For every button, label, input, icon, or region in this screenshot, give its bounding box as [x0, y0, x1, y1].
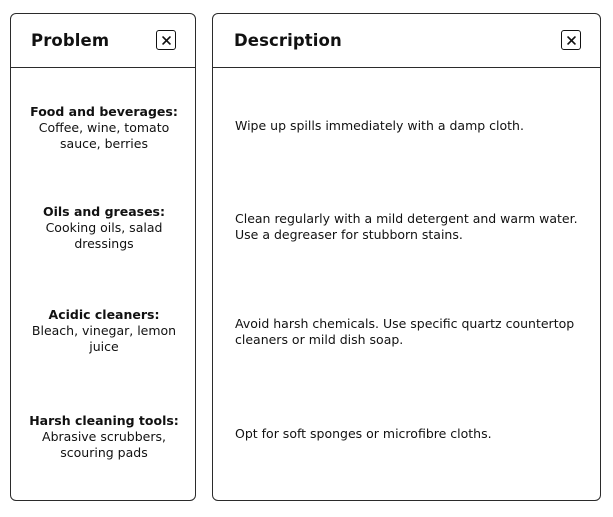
problem-item-food	[11, 104, 197, 152]
problem-item-tools	[11, 413, 197, 461]
problem-item-detail: Cooking oils, salad dressings	[45, 220, 163, 251]
problem-item-oils	[11, 204, 197, 252]
problem-item-detail: Coffee, wine, tomato sauce, berries	[38, 120, 170, 151]
problem-item-title: Harsh cleaning tools:	[29, 413, 179, 428]
problem-panel-title: Problem	[31, 31, 110, 50]
problem-item-title: Food and beverages:	[30, 104, 178, 119]
close-icon	[567, 36, 576, 45]
description-panel-close-button[interactable]	[561, 30, 581, 50]
description-panel	[212, 13, 601, 501]
description-panel-header	[213, 14, 600, 68]
close-icon	[162, 36, 171, 45]
problem-item-title: Oils and greases:	[42, 204, 165, 219]
description-item-oils: Clean regularly with a mild detergent and warm water. Use a degreaser for stubborn stains.	[235, 211, 578, 242]
description-item-tools: Opt for soft sponges or microfibre cloths.	[235, 426, 492, 441]
problem-item-acidic	[11, 307, 197, 355]
description-item-food: Wipe up spills immediately with a damp cloth.	[235, 118, 524, 133]
problem-panel-header	[11, 14, 195, 68]
problem-panel-close-button[interactable]	[156, 30, 176, 50]
problem-panel	[10, 13, 196, 501]
description-item-acidic: Avoid harsh chemicals. Use specific quartz countertop cleaners or mild dish soap.	[235, 316, 575, 347]
problem-item-detail: Bleach, vinegar, lemon juice	[31, 323, 177, 354]
description-panel-title: Description	[234, 31, 342, 50]
problem-item-title: Acidic cleaners:	[48, 307, 160, 322]
problem-item-detail: Abrasive scrubbers, scouring pads	[42, 429, 166, 460]
